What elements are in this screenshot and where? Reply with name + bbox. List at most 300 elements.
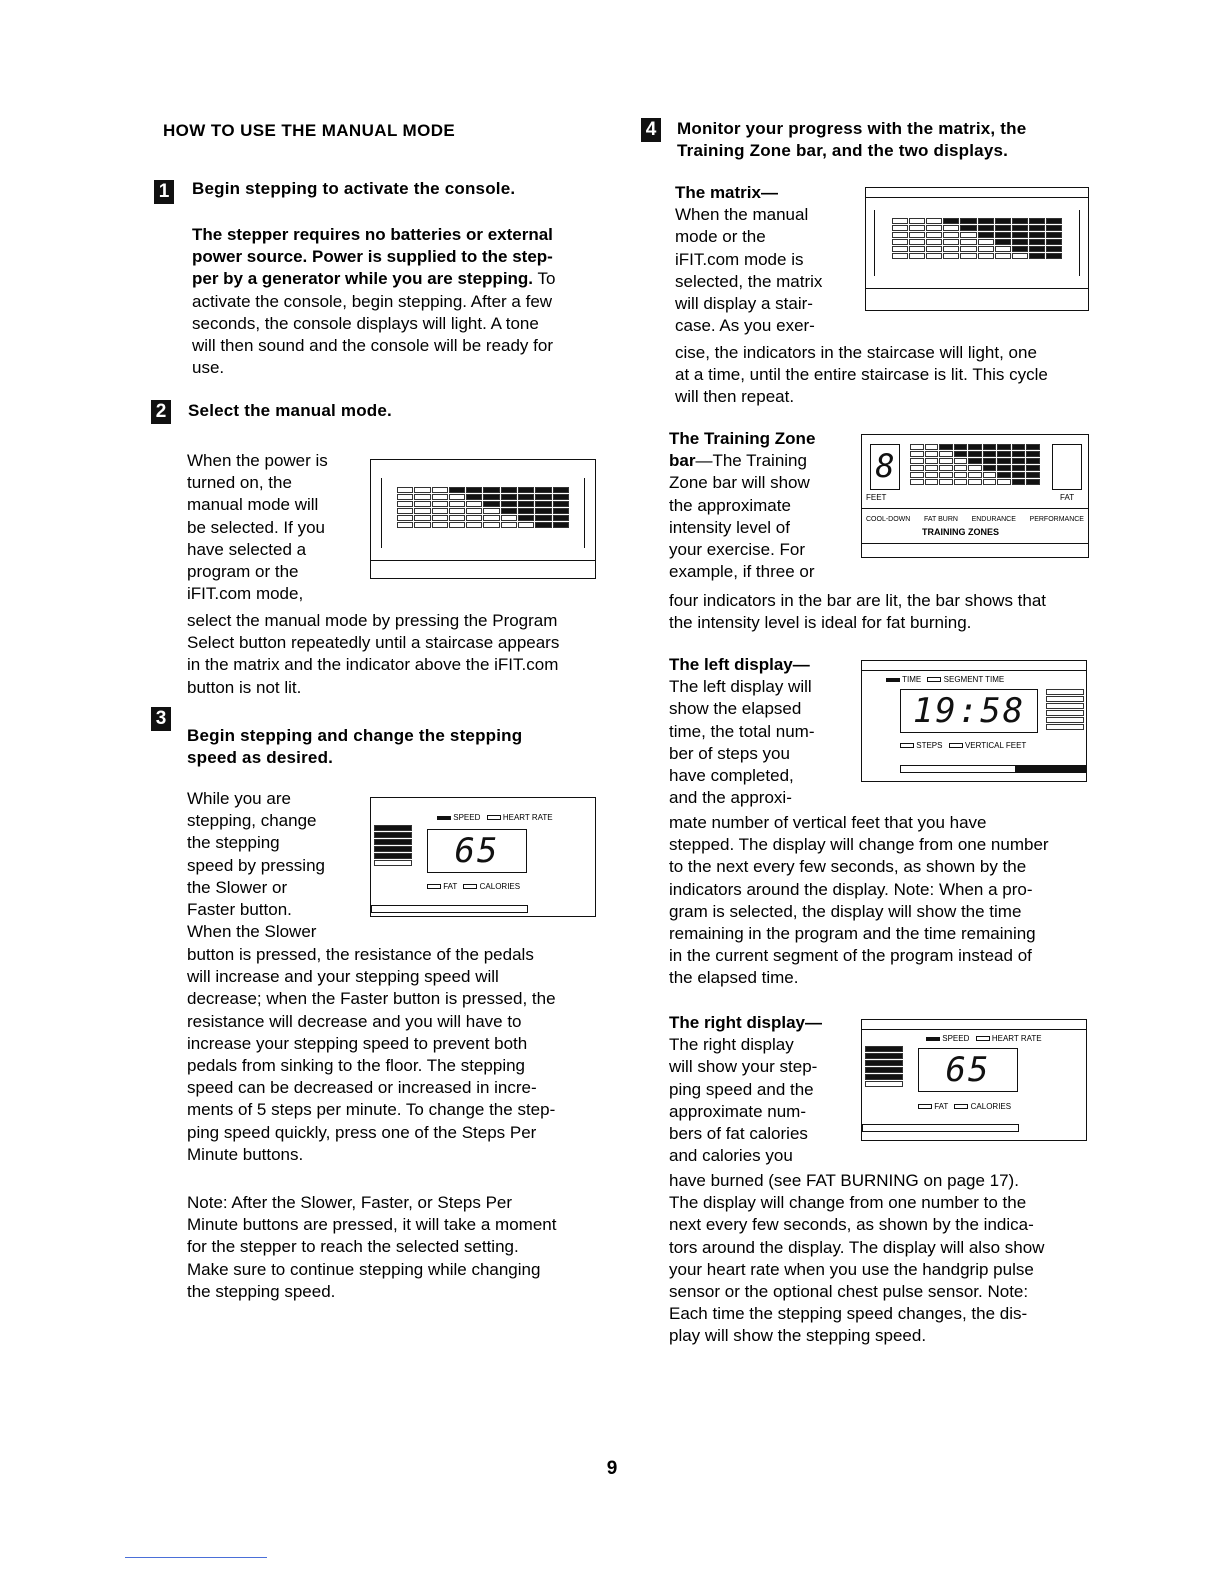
right-display-wrap-text xyxy=(669,1012,859,1167)
label: SPEED xyxy=(942,1034,970,1043)
matrix-cell xyxy=(954,451,968,457)
matrix-cell xyxy=(978,239,994,245)
text-line: Monitor your progress with the matrix, the xyxy=(677,119,1027,138)
matrix-cell xyxy=(483,494,499,500)
matrix-cell xyxy=(909,239,925,245)
text-line: will display a stair- xyxy=(675,294,813,314)
matrix-cell xyxy=(925,451,939,457)
text-line: Minute buttons are pressed, it will take a moment xyxy=(187,1215,557,1235)
matrix-cell xyxy=(501,508,517,514)
text-line: button is pressed, the resistance of the pedals xyxy=(187,945,534,964)
matrix-cell xyxy=(1012,472,1026,478)
step-4-number: 4 xyxy=(641,118,661,142)
matrix-cell xyxy=(1012,218,1028,224)
divider xyxy=(862,543,1088,544)
matrix-cell xyxy=(553,522,569,528)
matrix-cell xyxy=(535,494,551,500)
matrix-cell xyxy=(1012,451,1026,457)
matrix-cell xyxy=(1012,225,1028,231)
matrix-cell xyxy=(926,225,942,231)
matrix-cell xyxy=(1026,451,1040,457)
matrix-grid xyxy=(910,444,1040,485)
left-display-wrap-text xyxy=(669,654,859,809)
label: VERTICAL FEET xyxy=(964,741,1027,750)
text-line: cise, the indicators in the staircase will light, one xyxy=(675,343,1037,362)
text-line: Begin stepping and change the stepping xyxy=(187,726,523,745)
speed-digits: 65 xyxy=(454,831,500,871)
zone-label: PERFORMANCE xyxy=(1029,516,1084,523)
matrix-cell xyxy=(997,458,1011,464)
indicator-off-icon xyxy=(900,743,914,748)
text-line: and calories you xyxy=(669,1146,793,1166)
matrix-cell xyxy=(892,218,908,224)
matrix-cell xyxy=(1029,246,1045,252)
matrix-cell xyxy=(449,508,465,514)
side-indicator-bars xyxy=(1046,689,1084,730)
matrix-cell xyxy=(553,487,569,493)
zone-label: COOL-DOWN xyxy=(866,516,911,523)
bar-fill xyxy=(1015,766,1085,772)
speed-bottom-labels xyxy=(427,882,520,892)
text-line: iFIT.com mode, xyxy=(187,584,304,604)
matrix-cell xyxy=(535,501,551,507)
matrix-cell xyxy=(968,444,982,450)
matrix-cell xyxy=(535,515,551,521)
matrix-cell xyxy=(518,515,534,521)
matrix-cell xyxy=(978,232,994,238)
zone-label: ENDURANCE xyxy=(971,516,1016,523)
matrix-cell xyxy=(501,522,517,528)
zone-digit: 8 xyxy=(875,447,895,485)
label: HEART RATE xyxy=(502,813,553,822)
text-line xyxy=(192,268,612,290)
text-line: case. As you exer- xyxy=(675,316,815,336)
matrix-cell xyxy=(983,479,997,485)
text-line: manual mode will xyxy=(187,495,319,515)
text-line: The stepper requires no batteries or external xyxy=(192,225,553,244)
label: HEART RATE xyxy=(991,1034,1042,1043)
label: CALORIES xyxy=(970,1102,1012,1111)
text-line: select the manual mode by pressing the Program xyxy=(187,611,558,630)
text-line: show the elapsed xyxy=(669,699,802,719)
matrix-cell xyxy=(960,253,976,259)
matrix-cell xyxy=(995,253,1011,259)
matrix-cell xyxy=(968,479,982,485)
text-line: speed can be decreased or increased in incre- xyxy=(187,1078,537,1098)
left-display-body xyxy=(669,812,1099,990)
text-line: ping speed and the xyxy=(669,1079,814,1099)
matrix-cell xyxy=(960,246,976,252)
matrix-cell xyxy=(414,487,430,493)
matrix-cell xyxy=(943,232,959,238)
matrix-cell xyxy=(432,494,448,500)
text-line: the stepping speed. xyxy=(187,1281,336,1301)
matrix-cell xyxy=(943,246,959,252)
text-line: iFIT.com mode is xyxy=(675,249,804,269)
matrix-cell xyxy=(954,458,968,464)
side-indicator-bars xyxy=(374,825,412,866)
matrix-cell xyxy=(892,239,908,245)
matrix-cell xyxy=(968,465,982,471)
text-line: remaining in the program and the time remaining xyxy=(669,924,1036,944)
text-line: Select button repeatedly until a staircase appears xyxy=(187,633,560,653)
indicator-off-icon xyxy=(427,884,441,889)
speed-digits: 65 xyxy=(945,1050,991,1090)
matrix-cell xyxy=(535,487,551,493)
matrix-cell xyxy=(939,472,953,478)
text-line: gram is selected, the display will show the time xyxy=(669,901,1022,921)
right-top-labels xyxy=(926,1034,1042,1044)
text-line: your exercise. For xyxy=(669,540,806,560)
text-line: intensity level of xyxy=(669,517,790,537)
left-display-figure xyxy=(861,660,1087,782)
text-line: your heart rate when you use the handgrip pulse xyxy=(669,1259,1034,1279)
text-line: Minute buttons. xyxy=(187,1144,304,1164)
text-line: pedals from sinking to the floor. The stepping xyxy=(187,1056,525,1076)
matrix-cell xyxy=(1012,239,1028,245)
matrix-cell xyxy=(995,239,1011,245)
left-top-labels xyxy=(886,675,1004,685)
text-line: Each time the stepping speed changes, the dis- xyxy=(669,1304,1028,1324)
matrix-cell xyxy=(968,451,982,457)
text-line: turned on, the xyxy=(187,473,292,493)
matrix-cell xyxy=(968,458,982,464)
matrix-cell xyxy=(466,515,482,521)
matrix-cell xyxy=(466,494,482,500)
text-line: ments of 5 steps per minute. To change the step- xyxy=(187,1100,556,1120)
indicator-on-icon xyxy=(886,678,900,682)
matrix-cell xyxy=(995,225,1011,231)
matrix-cell xyxy=(909,232,925,238)
matrix-cell xyxy=(978,253,994,259)
text-line: the elapsed time. xyxy=(669,968,799,988)
speed-display-figure xyxy=(370,797,596,917)
step-4-title xyxy=(677,118,1026,162)
text-line: have burned (see FAT BURNING on page 17). xyxy=(669,1171,1019,1190)
left-bottom-labels xyxy=(900,741,1026,751)
matrix-figure-2 xyxy=(865,187,1089,311)
matrix-cell xyxy=(414,494,430,500)
text-line: indicators around the display. Note: When a pro- xyxy=(669,879,1033,899)
matrix-cell xyxy=(535,508,551,514)
text-line: power source. Power is supplied to the step- xyxy=(192,247,553,267)
matrix-cell xyxy=(1026,479,1040,485)
matrix-cell xyxy=(910,444,924,450)
right-display-figure xyxy=(861,1019,1087,1141)
matrix-cell xyxy=(553,501,569,507)
step-1-title: Begin stepping to activate the console. xyxy=(192,179,516,198)
step-2-title: Select the manual mode. xyxy=(188,401,392,420)
matrix-cell xyxy=(1029,218,1045,224)
text-line: mode or the xyxy=(675,227,766,247)
matrix-cell xyxy=(954,472,968,478)
matrix-cell xyxy=(1046,246,1062,252)
text-line: seconds, the console displays will light. A tone xyxy=(192,313,539,333)
matrix-cell xyxy=(925,465,939,471)
matrix-cell xyxy=(1012,458,1026,464)
matrix-cell xyxy=(432,522,448,528)
section-title: HOW TO USE THE MANUAL MODE xyxy=(163,121,456,140)
text-line: time, the total num- xyxy=(669,721,815,741)
text-line xyxy=(669,450,849,472)
text-line: for the stepper to reach the selected setting. xyxy=(187,1237,519,1257)
matrix-cell xyxy=(1026,458,1040,464)
text-line: in the current segment of the program instead of xyxy=(669,946,1032,966)
matrix-cell xyxy=(1012,444,1026,450)
matrix-cell xyxy=(983,451,997,457)
text-line: be selected. If you xyxy=(187,517,325,537)
label: TIME xyxy=(902,675,922,684)
indicator-off-icon xyxy=(949,743,963,748)
label: CALORIES xyxy=(479,882,521,891)
matrix-cell xyxy=(518,501,534,507)
text-line: Note: After the Slower, Faster, or Steps Per xyxy=(187,1193,513,1212)
text-line: Zone bar will show xyxy=(669,473,810,493)
matrix-cell xyxy=(432,508,448,514)
matrix-grid xyxy=(397,487,569,528)
matrix-cell xyxy=(943,225,959,231)
matrix-cell xyxy=(414,515,430,521)
indicator-off-icon xyxy=(927,677,941,682)
text-line: mate number of vertical feet that you have xyxy=(669,813,987,832)
text-line: in the matrix and the indicator above the iFIT.com xyxy=(187,655,559,675)
indicator-on-icon xyxy=(437,816,451,820)
matrix-cell xyxy=(909,246,925,252)
label: STEPS xyxy=(916,741,943,750)
matrix-cell xyxy=(960,225,976,231)
matrix-cell xyxy=(943,218,959,224)
matrix-cell xyxy=(535,522,551,528)
label: FAT xyxy=(443,882,458,891)
step-2-number: 2 xyxy=(151,400,171,424)
matrix-cell xyxy=(1026,444,1040,450)
text-line: tors around the display. The display will also show xyxy=(669,1237,1045,1257)
text-span: per by a generator while you are stepping. xyxy=(192,269,534,289)
matrix-cell xyxy=(466,508,482,514)
matrix-cell xyxy=(954,465,968,471)
text-line: ber of steps you xyxy=(669,743,790,763)
matrix-cell xyxy=(910,451,924,457)
matrix-cell xyxy=(1046,239,1062,245)
matrix-cell xyxy=(997,444,1011,450)
training-zone-figure xyxy=(861,434,1089,558)
side-indicator-bars xyxy=(865,1046,903,1087)
text-line: button is not lit. xyxy=(187,677,302,697)
matrix-cell xyxy=(449,522,465,528)
right-display-body xyxy=(669,1170,1099,1348)
matrix-cell xyxy=(926,232,942,238)
step-2-body xyxy=(187,610,617,699)
text-line: bers of fat calories xyxy=(669,1124,808,1144)
text-line: The left display will xyxy=(669,677,812,697)
matrix-cell xyxy=(501,515,517,521)
matrix-cell xyxy=(1026,472,1040,478)
matrix-cell xyxy=(892,225,908,231)
matrix-cell xyxy=(1012,232,1028,238)
bottom-bar xyxy=(900,765,1086,773)
training-zone-title: The Training Zone xyxy=(669,429,816,448)
divider xyxy=(862,670,1086,671)
matrix-cell xyxy=(983,444,997,450)
matrix-cell xyxy=(483,487,499,493)
text-line: Faster button. xyxy=(187,900,292,920)
speed-top-labels xyxy=(437,813,553,823)
matrix-cell xyxy=(983,472,997,478)
text-line: When the Slower xyxy=(187,922,317,942)
text-line: will then repeat. xyxy=(675,387,795,407)
text-line: Training Zone bar, and the two displays. xyxy=(677,141,1009,160)
text-line: The display will change from one number to the xyxy=(669,1193,1027,1213)
footer-rule xyxy=(125,1557,267,1558)
matrix-cell xyxy=(910,479,924,485)
matrix-cell xyxy=(449,515,465,521)
indicator-off-icon xyxy=(918,1104,932,1109)
indicator-off-icon xyxy=(463,884,477,889)
matrix-cell xyxy=(397,515,413,521)
indicator-on-icon xyxy=(926,1037,940,1041)
matrix-cell xyxy=(939,465,953,471)
matrix-cell xyxy=(978,246,994,252)
text-line: When the manual xyxy=(675,205,809,225)
matrix-grid xyxy=(892,218,1062,259)
text-line: and the approxi- xyxy=(669,788,792,808)
matrix-cell xyxy=(943,253,959,259)
text-line: to the next every few seconds, as shown by the xyxy=(669,857,1027,877)
divider xyxy=(862,1029,1086,1030)
step-3-number: 3 xyxy=(151,707,171,731)
matrix-cell xyxy=(910,465,924,471)
text-line: The right display xyxy=(669,1035,794,1055)
matrix-figure xyxy=(370,459,596,579)
text-line: four indicators in the bar are lit, the bar shows that xyxy=(669,591,1047,610)
matrix-cell xyxy=(1046,253,1062,259)
matrix-cell xyxy=(978,218,994,224)
matrix-cell xyxy=(926,246,942,252)
step-2-wrap-text xyxy=(187,450,357,605)
matrix-cell xyxy=(925,479,939,485)
training-zone-body xyxy=(669,590,1099,634)
text-line: selected, the matrix xyxy=(675,271,823,291)
matrix-cell xyxy=(449,487,465,493)
matrix-cell xyxy=(995,246,1011,252)
matrix-cell xyxy=(997,479,1011,485)
time-readout xyxy=(900,689,1038,733)
matrix-cell xyxy=(553,508,569,514)
matrix-cell xyxy=(1029,232,1045,238)
matrix-cell xyxy=(518,522,534,528)
text-line: have completed, xyxy=(669,766,794,786)
matrix-cell xyxy=(1012,465,1026,471)
matrix-cell xyxy=(960,239,976,245)
time-digits: 19:58 xyxy=(912,691,1026,731)
matrix-cell xyxy=(1029,239,1045,245)
speed-readout xyxy=(427,829,527,873)
bottom-bar xyxy=(371,905,528,913)
divider xyxy=(862,508,1088,509)
matrix-cell xyxy=(397,494,413,500)
matrix-cell xyxy=(925,472,939,478)
matrix-cell xyxy=(926,239,942,245)
matrix-cell xyxy=(466,487,482,493)
text-line: stepping, change xyxy=(187,811,317,831)
text-line: use. xyxy=(192,358,225,378)
matrix-cell xyxy=(939,451,953,457)
text-line: stepped. The display will change from one number xyxy=(669,835,1049,855)
matrix-cell xyxy=(960,218,976,224)
empty-box xyxy=(1052,444,1082,490)
matrix-cell xyxy=(466,501,482,507)
text-line: When the power is xyxy=(187,451,328,470)
text-line: will increase and your stepping speed will xyxy=(187,967,499,987)
matrix-cell xyxy=(449,501,465,507)
step-3-title xyxy=(187,725,522,769)
indicator-off-icon xyxy=(954,1104,968,1109)
step-3-wrap-text xyxy=(187,788,357,943)
matrix-cell xyxy=(910,458,924,464)
matrix-cell xyxy=(1029,253,1045,259)
left-display-title: The left display— xyxy=(669,655,810,674)
text-line: Make sure to continue stepping while changing xyxy=(187,1259,541,1279)
text-line: example, if three or xyxy=(669,562,815,582)
matrix-cell xyxy=(926,253,942,259)
text-line: ping speed quickly, press one of the Steps Per xyxy=(187,1122,537,1142)
matrix-cell xyxy=(397,487,413,493)
text-line: will show your step- xyxy=(669,1057,818,1077)
divider xyxy=(866,288,1088,289)
label: SEGMENT TIME xyxy=(943,675,1005,684)
label: FAT xyxy=(934,1102,949,1111)
zone-right-label: FAT xyxy=(1060,493,1075,502)
digit-box xyxy=(870,444,900,490)
matrix-cell xyxy=(1046,232,1062,238)
matrix-cell xyxy=(449,494,465,500)
matrix-cell xyxy=(995,232,1011,238)
zones-title: TRAINING ZONES xyxy=(922,527,1000,537)
divider xyxy=(866,197,1088,198)
matrix-cell xyxy=(925,444,939,450)
matrix-cell xyxy=(925,458,939,464)
text-line: the stepping xyxy=(187,833,280,853)
matrix-cell xyxy=(518,487,534,493)
step-3-note xyxy=(187,1192,617,1303)
matrix-cell xyxy=(466,522,482,528)
text-line: will then sound and the console will be ready for xyxy=(192,336,553,356)
matrix-cell xyxy=(892,232,908,238)
matrix-cell xyxy=(983,465,997,471)
right-display-title: The right display— xyxy=(669,1013,823,1032)
training-zone-wrap-text xyxy=(669,428,849,583)
zone-label: FAT BURN xyxy=(923,516,958,523)
matrix-cell xyxy=(553,515,569,521)
matrix-cell xyxy=(483,501,499,507)
matrix-cell xyxy=(432,487,448,493)
matrix-cell xyxy=(892,246,908,252)
divider xyxy=(371,560,595,561)
matrix-cell xyxy=(995,218,1011,224)
indicator-off-icon xyxy=(487,815,501,820)
text-line: the approximate xyxy=(669,495,791,515)
matrix-cell xyxy=(397,522,413,528)
matrix-cell xyxy=(397,501,413,507)
text-line: speed by pressing xyxy=(187,855,325,875)
label: SPEED xyxy=(453,813,481,822)
matrix-cell xyxy=(432,501,448,507)
step-1-number: 1 xyxy=(154,180,174,204)
matrix-cell xyxy=(943,239,959,245)
page-number: 9 xyxy=(606,1458,618,1479)
text-line: next every few seconds, as shown by the indica- xyxy=(669,1215,1034,1235)
text-line: program or the xyxy=(187,562,299,582)
